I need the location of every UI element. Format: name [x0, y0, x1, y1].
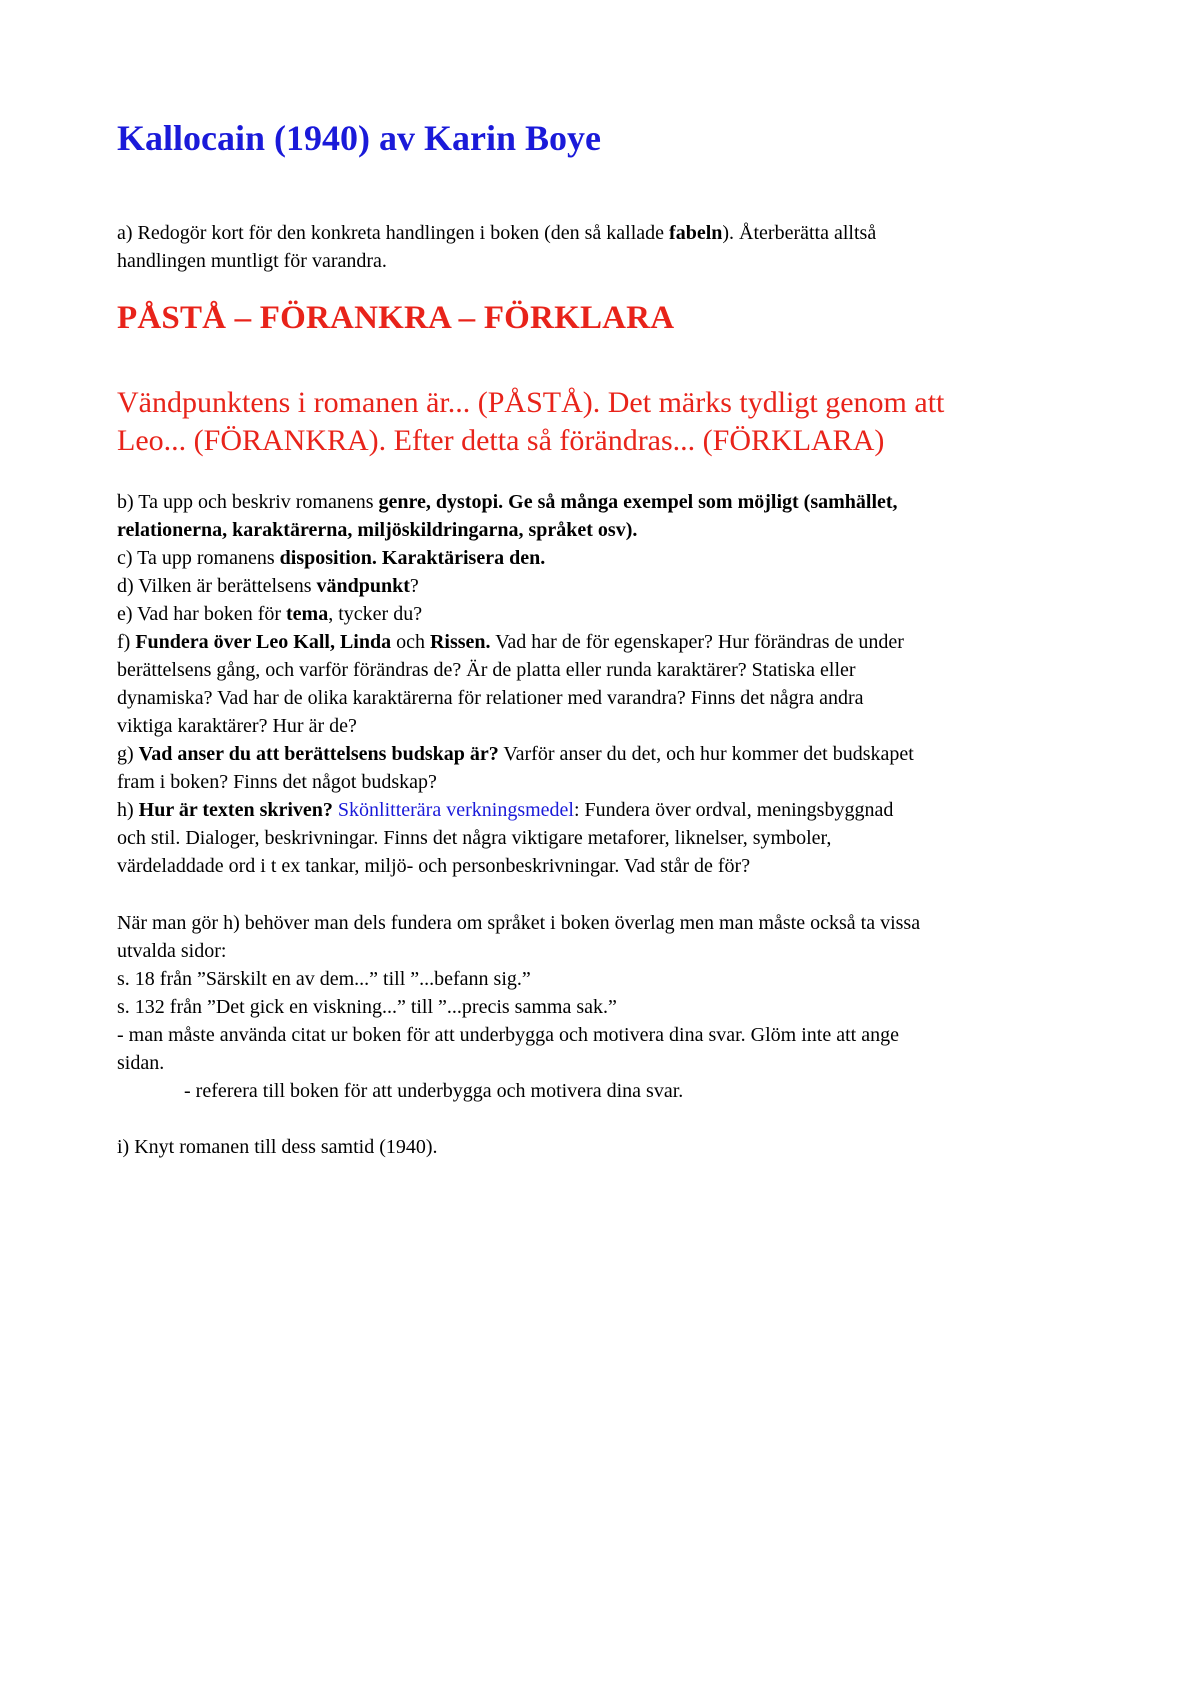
red-heading: PÅSTÅ – FÖRANKRA – FÖRKLARA [117, 300, 675, 336]
note-block [117, 909, 920, 1105]
question-i-line: i) Knyt romanen till dess samtid (1940). [117, 1136, 438, 1158]
red-paragraph-line-1: Vändpunktens i romanen är... (PÅSTÅ). Det märks tydligt genom att [117, 386, 945, 419]
question-h-line-3: värdeladdade ord i t ex tankar, miljö- och personbeskrivningar. Vad står de för? [117, 855, 751, 877]
question-h-line-2: och stil. Dialoger, beskrivningar. Finns det några viktigare metaforer, liknelser, symboler, [117, 827, 832, 849]
question-g-line-2: fram i boken? Finns det något budskap? [117, 771, 437, 793]
note-line-4: s. 132 från ”Det gick en viskning...” till ”...precis samma sak.” [117, 996, 617, 1018]
note-line-7: - referera till boken för att underbygga och motivera dina svar. [184, 1080, 684, 1102]
question-a-line-1: a) Redogör kort för den konkreta handlingen i boken (den så kallade fabeln). Återberätta alltså [117, 222, 877, 244]
literary-devices-link: Skönlitterära verkningsmedel [332, 799, 574, 821]
note-line-6: sidan. [117, 1052, 165, 1074]
question-h-line-1: h) Hur är texten skriven? Skönlitterära verkningsmedel: Fundera över ordval, meningsbyggnad [117, 799, 894, 821]
document-title: Kallocain (1940) av Karin Boye [117, 118, 601, 158]
note-line-5: - man måste använda citat ur boken för att underbygga och motivera dina svar. Glöm inte att ange [117, 1024, 899, 1046]
question-f-line-4: viktiga karaktärer? Hur är de? [117, 715, 357, 737]
question-b-line-2: relationerna, karaktärerna, miljöskildringarna, språket osv). [117, 519, 638, 541]
question-a [117, 219, 876, 275]
question-i [117, 1133, 438, 1161]
question-e: e) Vad har boken för tema, tycker du? [117, 603, 423, 625]
note-line-2: utvalda sidor: [117, 940, 227, 962]
question-d: d) Vilken är berättelsens vändpunkt? [117, 575, 419, 597]
question-f-line-3: dynamiska? Vad har de olika karaktärerna för relationer med varandra? Finns det några andra [117, 687, 864, 709]
question-f-line-2: berättelsens gång, och varför förändras de? Är de platta eller runda karaktärer? Statiska eller [117, 659, 856, 681]
question-b-line-1: b) Ta upp och beskriv romanens genre, dystopi. Ge så många exempel som möjligt (samhället, [117, 491, 898, 513]
question-c: c) Ta upp romanens disposition. Karaktärisera den. [117, 547, 546, 569]
note-line-1: När man gör h) behöver man dels fundera om språket i boken överlag men man måste också ta vissa [117, 912, 921, 934]
question-f-line-1: f) Fundera över Leo Kall, Linda och Rissen. Vad har de för egenskaper? Hur förändras de under [117, 631, 904, 653]
red-paragraph-line-2: Leo... (FÖRANKRA). Efter detta så förändras... (FÖRKLARA) [117, 424, 885, 457]
question-a-line-2: handlingen muntligt för varandra. [117, 250, 387, 272]
questions-block [117, 488, 914, 880]
red-paragraph [117, 384, 944, 460]
question-g-line-1: g) Vad anser du att berättelsens budskap är? Varför anser du det, och hur kommer det budskapet [117, 743, 914, 765]
note-line-3: s. 18 från ”Särskilt en av dem...” till ”...befann sig.” [117, 968, 531, 990]
